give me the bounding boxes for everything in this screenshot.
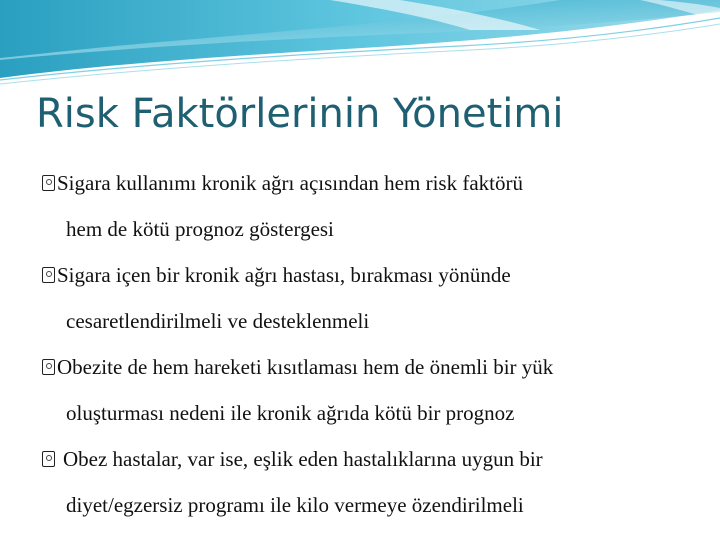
bullet-text-2b: cesaretlendirilmeli ve desteklenmeli (66, 309, 370, 333)
bullet-line (42, 254, 692, 300)
bullet-line (42, 162, 692, 208)
missing-glyph-box-icon (42, 267, 55, 283)
bullet-list (42, 162, 692, 530)
bullet-text-1a: Sigara kullanımı kronik ağrı açısından hem risk faktörü (57, 171, 523, 195)
missing-glyph-box-icon (42, 359, 55, 375)
bullet-text-3a: Obezite de hem hareketi kısıtlaması hem de önemli bir yük (57, 355, 554, 379)
header-wave-decoration (0, 0, 720, 90)
missing-glyph-box-icon (42, 451, 55, 467)
bullet-text-3b: oluşturması nedeni ile kronik ağrıda kötü bir prognoz (66, 401, 515, 425)
bullet-text-2a: Sigara içen bir kronik ağrı hastası, bırakması yönünde (57, 263, 511, 287)
bullet-text-4b: diyet/egzersiz programı ile kilo vermeye özendirilmeli (66, 493, 524, 517)
bullet-text-4a: Obez hastalar, var ise, eşlik eden hastalıklarına uygun bir (63, 447, 543, 471)
bullet-item-3 (42, 346, 692, 438)
bullet-line-continued (42, 300, 692, 346)
bullet-text-1b: hem de kötü prognoz göstergesi (66, 217, 334, 241)
bullet-line-continued (42, 484, 692, 530)
bullet-item-4 (42, 438, 692, 530)
bullet-line (42, 346, 692, 392)
bullet-line-continued (42, 208, 692, 254)
bullet-item-2 (42, 254, 692, 346)
bullet-item-1 (42, 162, 692, 254)
slide-title: Risk Faktörlerinin Yönetimi (36, 91, 564, 137)
bullet-line (42, 438, 692, 484)
bullet-line-continued (42, 392, 692, 438)
missing-glyph-box-icon (42, 175, 55, 191)
